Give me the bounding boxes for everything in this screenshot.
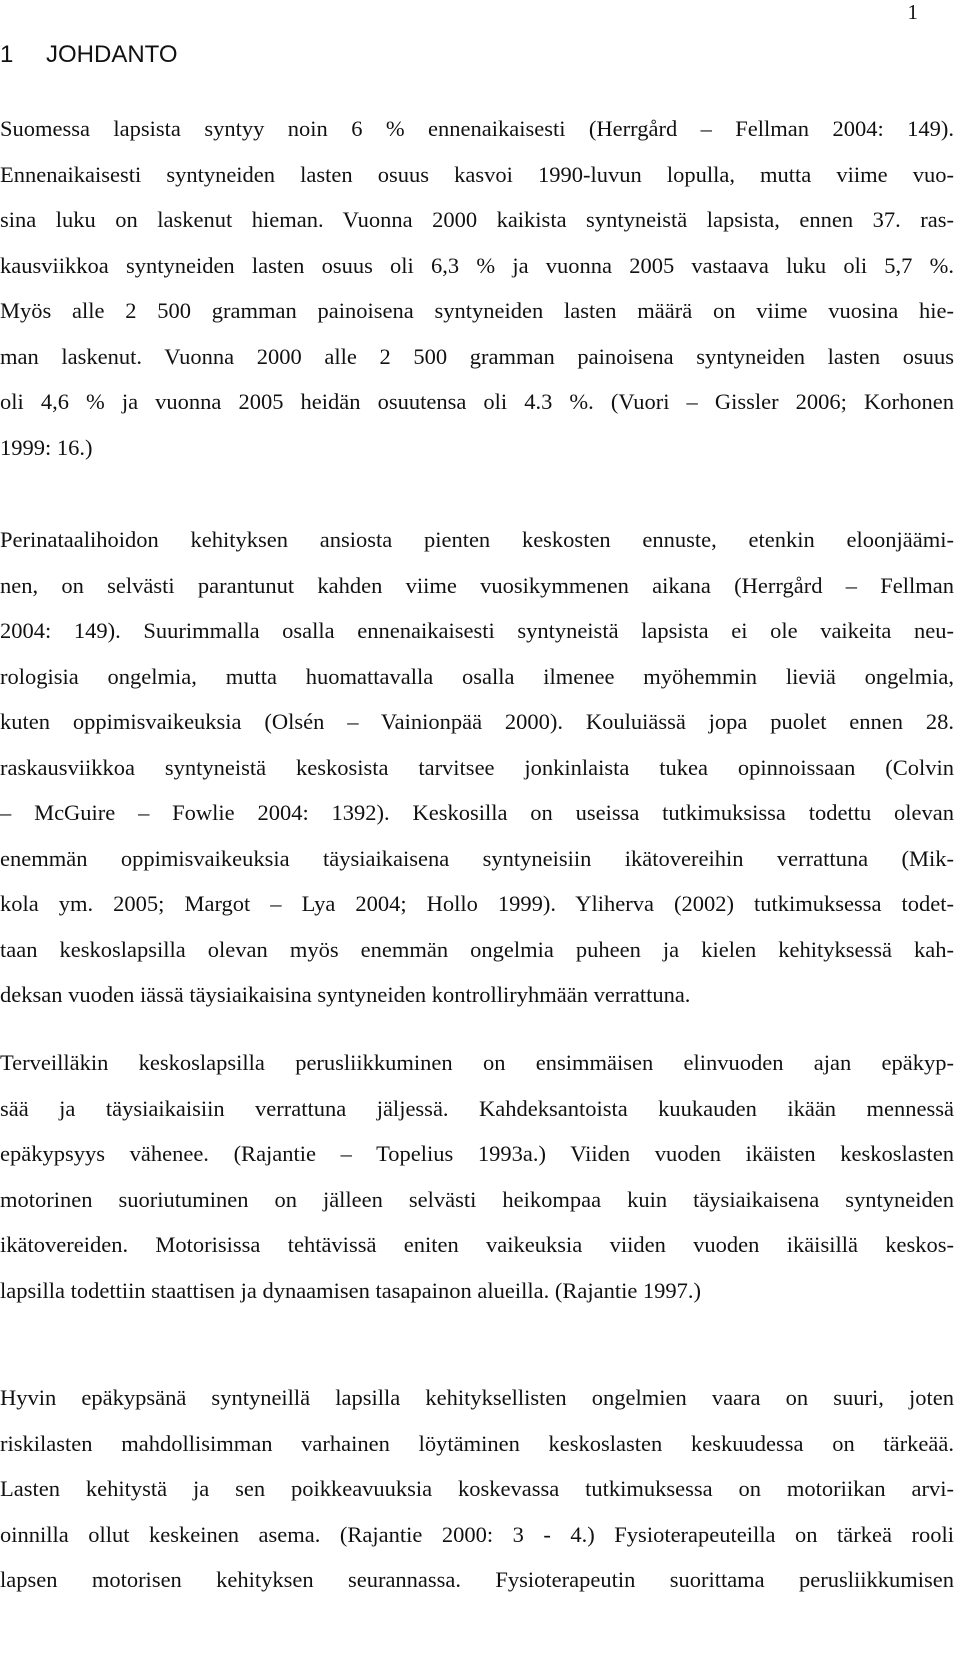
paragraph-1	[0, 106, 954, 470]
text-line: man laskenut. Vuonna 2000 alle 2 500 gramman painoisena syntyneiden lasten osuus	[0, 343, 954, 369]
text-line: kausviikkoa syntyneiden lasten osuus oli 6,3 % ja vuonna 2005 vastaava luku oli 5,7 %.	[0, 252, 954, 278]
text-line: epäkypsyys vähenee. (Rajantie – Topelius 1993a.) Viiden vuoden ikäisten keskoslasten	[0, 1141, 954, 1166]
text-line: raskausviikkoa syntyneistä keskosista tarvitsee jonkinlaista tukea opinnoissaan (Colvin	[0, 754, 954, 780]
text-line: Hyvin epäkypsänä syntyneillä lapsilla kehityksellisten ongelmien vaara on suuri, joten	[0, 1385, 954, 1410]
text-line: Myös alle 2 500 gramman painoisena syntyneiden lasten määrä on viime vuosina hie-	[0, 298, 954, 323]
text-line: lapsen motorisen kehityksen seurannassa. Fysioterapeutin suorittama perusliikkumisen	[0, 1567, 954, 1592]
text-line: nen, on selvästi parantunut kahden viime vuosikymmenen aikana (Herrgård – Fellman	[0, 572, 954, 598]
text-line: Ennenaikaisesti syntyneiden lasten osuus kasvoi 1990-luvun lopulla, mutta viime vuo-	[0, 161, 954, 187]
heading-number: 1	[0, 41, 14, 68]
text-line: Terveilläkin keskoslapsilla perusliikkuminen on ensimmäisen elinvuoden ajan epäkyp-	[0, 1050, 954, 1075]
text-line: motorinen suoriutuminen on jälleen selvästi heikompaa kuin täysiaikaisena syntyneiden	[0, 1186, 954, 1212]
text-line: deksan vuoden iässä täysiaikaisina syntyneiden kontrolliryhmään verrattuna.	[0, 982, 691, 1007]
text-line: oinnilla ollut keskeinen asema. (Rajantie 2000: 3 - 4.) Fysioterapeuteilla on tärkeä rooli	[0, 1521, 954, 1547]
text-line: enemmän oppimisvaikeuksia täysiaikaisena syntyneisiin ikätovereihin verrattuna (Mik-	[0, 845, 954, 871]
text-line: sää ja täysiaikaisiin verrattuna jäljessä. Kahdeksantoista kuukauden ikään mennessä	[0, 1095, 954, 1121]
page-number: 1	[907, 0, 918, 24]
paragraph-3	[0, 1040, 954, 1313]
text-line: Suomessa lapsista syntyy noin 6 % ennenaikaisesti (Herrgård – Fellman 2004: 149).	[0, 116, 954, 141]
heading-title: JOHDANTO	[46, 41, 178, 68]
text-line: Lasten kehitystä ja sen poikkeavuuksia koskevassa tutkimuksessa on motoriikan arvi-	[0, 1476, 954, 1501]
text-line: Perinataalihoidon kehityksen ansiosta pienten keskosten ennuste, etenkin eloonjäämi-	[0, 527, 954, 552]
text-line: riskilasten mahdollisimman varhainen löytäminen keskoslasten keskuudessa on tärkeää.	[0, 1430, 954, 1456]
text-line: sina luku on laskenut hieman. Vuonna 2000 kaikista syntyneistä lapsista, ennen 37. ras-	[0, 207, 954, 232]
section-heading	[0, 40, 178, 70]
text-line: 1999: 16.)	[0, 434, 93, 460]
paragraph-2	[0, 517, 954, 1018]
text-line: lapsilla todettiin staattisen ja dynaamisen tasapainon alueilla. (Rajantie 1997.)	[0, 1277, 702, 1303]
text-line: oli 4,6 % ja vuonna 2005 heidän osuutensa oli 4.3 %. (Vuori – Gissler 2006; Korhonen	[0, 389, 954, 414]
paragraph-4	[0, 1375, 954, 1603]
text-line: rologisia ongelmia, mutta huomattavalla osalla ilmenee myöhemmin lieviä ongelmia,	[0, 663, 954, 689]
text-line: kuten oppimisvaikeuksia (Olsén – Vainionpää 2000). Kouluiässä jopa puolet ennen 28.	[0, 709, 954, 734]
text-line: ikätovereiden. Motorisissa tehtävissä eniten vaikeuksia viiden vuoden ikäisillä keskos-	[0, 1232, 954, 1257]
text-line: kola ym. 2005; Margot – Lya 2004; Hollo 1999). Yliherva (2002) tutkimuksessa todet-	[0, 891, 954, 916]
text-line: taan keskoslapsilla olevan myös enemmän ongelmia puheen ja kielen kehityksessä kah-	[0, 936, 954, 962]
text-line: – McGuire – Fowlie 2004: 1392). Keskosilla on useissa tutkimuksissa todettu olevan	[0, 800, 954, 825]
text-line: 2004: 149). Suurimmalla osalla ennenaikaisesti syntyneistä lapsista ei ole vaikeita neu-	[0, 618, 954, 643]
